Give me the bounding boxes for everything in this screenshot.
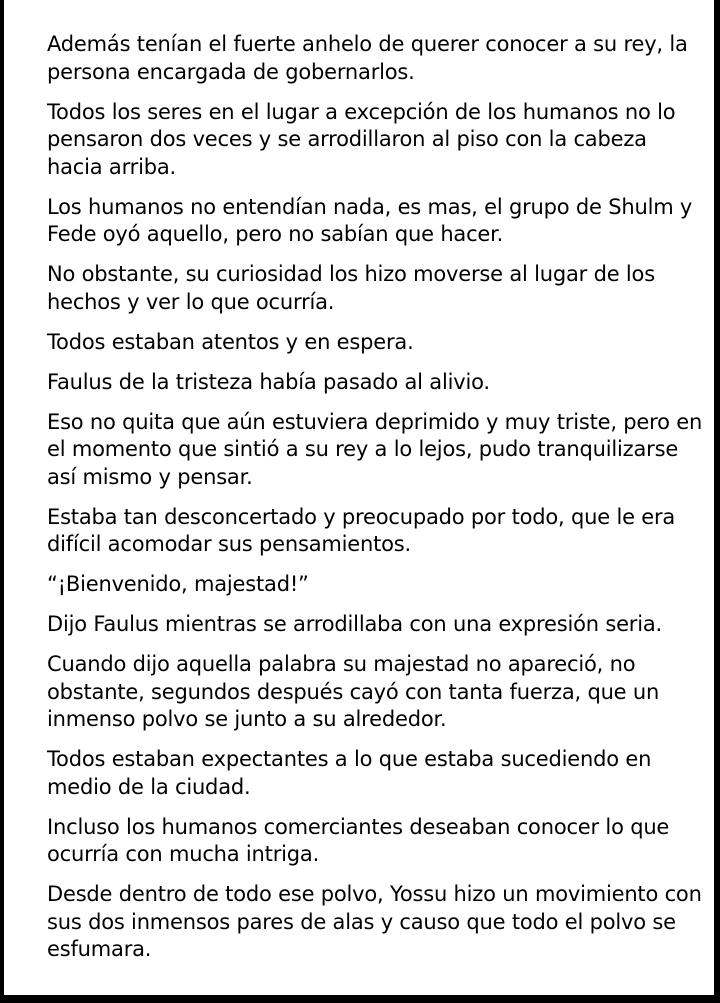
- paragraph: Dijo Faulus mientras se arrodillaba con una expresión seria.: [47, 612, 663, 636]
- paragraph: Incluso los humanos comerciantes deseaban conocer lo que ocurría con mucha intriga.: [47, 814, 670, 866]
- paragraph: Todos los seres en el lugar a excepción de los humanos no lo pensaron dos veces y se arrodillaron al piso con la cabeza hacia arriba.: [47, 99, 676, 179]
- paragraph: Eso no quita que aún estuviera deprimido y muy triste, pero en el momento que sintió a su rey a lo lejos, pudo tranquilizarse así mismo y pensar.: [47, 409, 703, 489]
- paragraph: Cuando dijo aquella palabra su majestad no apareció, no obstante, segundos después cayó con tanta fuerza, que un inmenso polvo se junto a su alrededor.: [47, 652, 660, 731]
- paragraph: Desde dentro de todo ese polvo, Yossu hizo un movimiento con sus dos inmensos pares de alas y causo que todo el polvo se esfumara.: [47, 882, 702, 961]
- paragraph: Faulus de la tristeza había pasado al alivio.: [47, 369, 490, 394]
- paragraph: Todos estaban expectantes a lo que estaba sucediendo en medio de la ciudad.: [47, 747, 652, 799]
- paragraph: “¡Bienvenido, majestad!”: [47, 572, 309, 596]
- paragraph: Los humanos no entendían nada, es mas, el grupo de Shulm y Fede oyó aquello, pero no sabían que hacer.: [47, 194, 693, 246]
- document-page: [4, 0, 714, 995]
- paragraph: Además tenían el fuerte anhelo de querer conocer a su rey, la persona encargada de gobernarlos.: [47, 32, 688, 84]
- paragraph: Estaba tan desconcertado y preocupado por todo, que le era difícil acomodar sus pensamientos.: [47, 504, 676, 556]
- paragraph: Todos estaban atentos y en espera.: [47, 329, 414, 354]
- paragraph: No obstante, su curiosidad los hizo moverse al lugar de los hechos y ver lo que ocurría.: [47, 262, 655, 314]
- document-body: [47, 31, 707, 976]
